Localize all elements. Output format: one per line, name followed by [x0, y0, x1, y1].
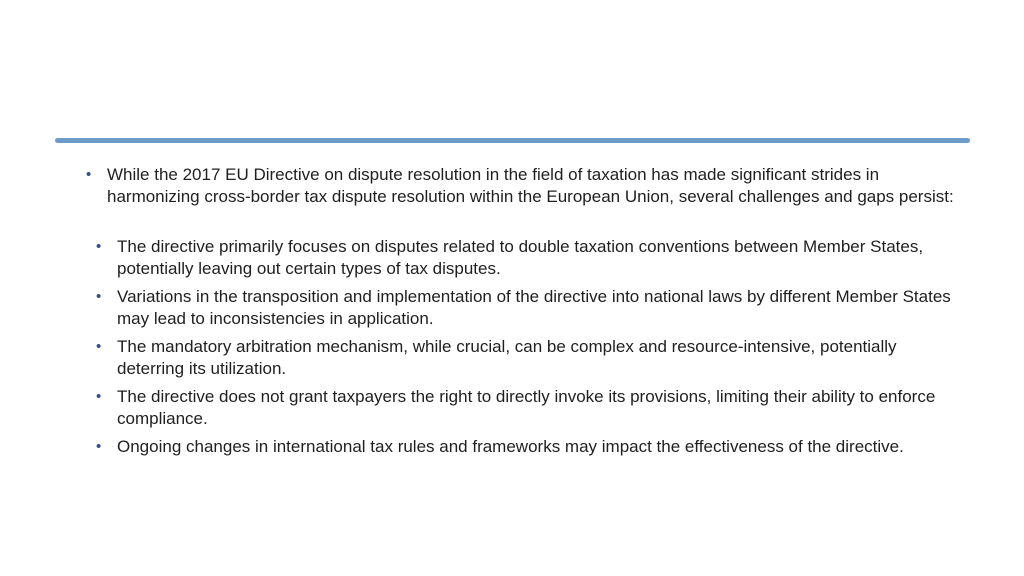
bullet-dot-icon: • [86, 166, 92, 183]
bullet-dot-icon: • [96, 288, 102, 305]
slide-content [86, 164, 966, 464]
list-item [96, 436, 966, 458]
bullet-dot-icon: • [96, 338, 102, 355]
list-item-text: The directive primarily focuses on disputes related to double taxation conventions between Member States, potentially leaving out certain types of tax disputes. [117, 237, 924, 278]
list-item [96, 236, 966, 280]
list-item-text: Ongoing changes in international tax rules and frameworks may impact the effectiveness of the directive. [117, 437, 904, 456]
list-item [96, 386, 966, 430]
list-item-text: Variations in the transposition and implementation of the directive into national laws by different Member States may lead to inconsistencies in application. [117, 287, 951, 328]
list-item [96, 336, 966, 380]
intro-text: While the 2017 EU Directive on dispute resolution in the field of taxation has made significant strides in harmonizing cross-border tax dispute resolution within the European Union, several challenges and gaps persist: [107, 165, 954, 206]
bullet-dot-icon: • [96, 438, 102, 455]
list-item-text: The mandatory arbitration mechanism, while crucial, can be complex and resource-intensive, potentially deterring its utilization. [117, 337, 897, 378]
title-divider [55, 138, 970, 143]
list-item [96, 286, 966, 330]
list-item-text: The directive does not grant taxpayers the right to directly invoke its provisions, limiting their ability to enforce compliance. [117, 387, 936, 428]
bullet-dot-icon: • [96, 388, 102, 405]
intro-bullet [86, 164, 966, 208]
bullet-dot-icon: • [96, 238, 102, 255]
challenge-list [96, 236, 966, 458]
